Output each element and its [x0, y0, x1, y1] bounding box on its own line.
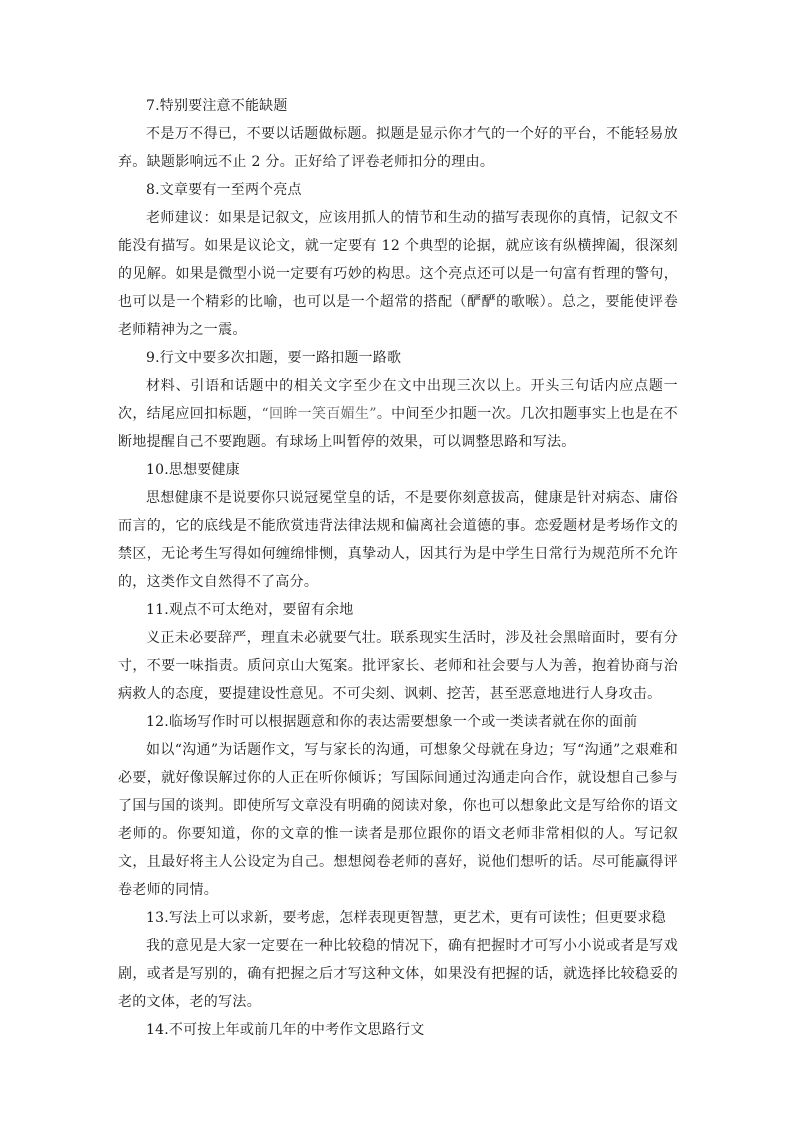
section-13-heading: 13.写法上可以求新，要考虑，怎样表现更智慧，更艺术，更有可读性；但更要求稳	[146, 910, 666, 926]
section-7-heading: 7.特别要注意不能缺题	[146, 98, 288, 114]
section-10-heading: 10.思想要健康	[146, 462, 240, 478]
section-10-body: 思想健康不是说要你只说冠冕堂皇的话，不是要你刻意拔高，健康是针对病态、庸俗而言的，它的底线是不能欣赏违背法律法规和偏离社会道德的事。恋爱题材是考场作文的禁区，无论考生写得如何缠绵悱恻，真挚动人，因其行为是中学生日常行为规范所不允许的，这类作文自然得不了高分。	[118, 490, 678, 590]
section-7-body: 不是万不得已，不要以话题做标题。拟题是显示你才气的一个好的平台，不能轻易放弃。缺题影响远不止 2 分。正好给了评卷老师扣分的理由。	[118, 126, 678, 170]
section-9-body-post: 。中间至少扣题一次。几次扣题事实上也是在不断地提醒自己不要跑题。有球场上叫暂停的效果，可以调整思路和写法。	[118, 406, 678, 450]
section-11-body: 义正未必要辞严，理直未必就要气壮。联系现实生活时，涉及社会黑暗面时，要有分寸，不要一味指责。质问京山大冤案。批评家长、老师和社会要与人为善，抱着协商与治病救人的态度，要提建设性意见。不可尖刻、讽刺、挖苦，甚至恶意地进行人身攻击。	[118, 630, 678, 702]
section-9-body	[118, 372, 678, 456]
section-11-heading: 11.观点不可太绝对，要留有余地	[146, 602, 354, 618]
section-12-body: 如以“沟通”为话题作文，写与家长的沟通，可想象父母就在身边；写“沟通”之艰难和必要，就好像误解过你的人正在听你倾诉；写国际间通过沟通走向合作，就设想自己参与了国与国的谈判。即使所写文章没有明确的阅读对象，你也可以想象此文是写给你的语文老师的。你要知道，你的文章的惟一读者是那位跟你的语文老师非常相似的人。写记叙文，且最好将主人公设定为自己。想想阅卷老师的喜好，说他们想听的话。尽可能赢得评卷老师的同情。	[118, 742, 678, 898]
section-14-heading: 14.不可按上年或前几年的中考作文思路行文	[146, 1022, 425, 1038]
section-9-body-pre: 材料、引语和话题中的相关文字至少在文中出现三次以上。开头三句话内应点题一次，结尾应回扣标题，	[118, 378, 678, 422]
document-content	[118, 92, 678, 1044]
section-9-heading: 9.行文中要多次扣题，要一路扣题一路歌	[146, 350, 402, 366]
section-13-body: 我的意见是大家一定要在一种比较稳的情况下，确有把握时才可写小小说或者是写戏剧，或者是写别的，确有把握之后才写这种文体，如果没有把握的话，就选择比较稳妥的老的文体，老的写法。	[118, 938, 678, 1010]
section-12-heading: 12.临场写作时可以根据题意和你的表达需要想象一个或一类读者就在你的面前	[146, 714, 638, 730]
section-8-body: 老师建议：如果是记叙文，应该用抓人的情节和生动的描写表现你的真情，记叙文不能没有描写。如果是议论文，就一定要有 12 个典型的论据，就应该有纵横捭阖，很深刻的见解。如果是微型小说一定要有巧妙的构思。这个亮点还可以是一句富有哲理的警句，也可以是一个精彩的比喻，也可以是一个超常的搭配（酽酽的歌喉）。总之，要能使评卷老师精神为之一震。	[118, 210, 678, 338]
section-9-body-quote: “回眸一笑百媚生”	[261, 406, 377, 422]
section-8-heading: 8.文章要有一至两个亮点	[146, 182, 302, 198]
